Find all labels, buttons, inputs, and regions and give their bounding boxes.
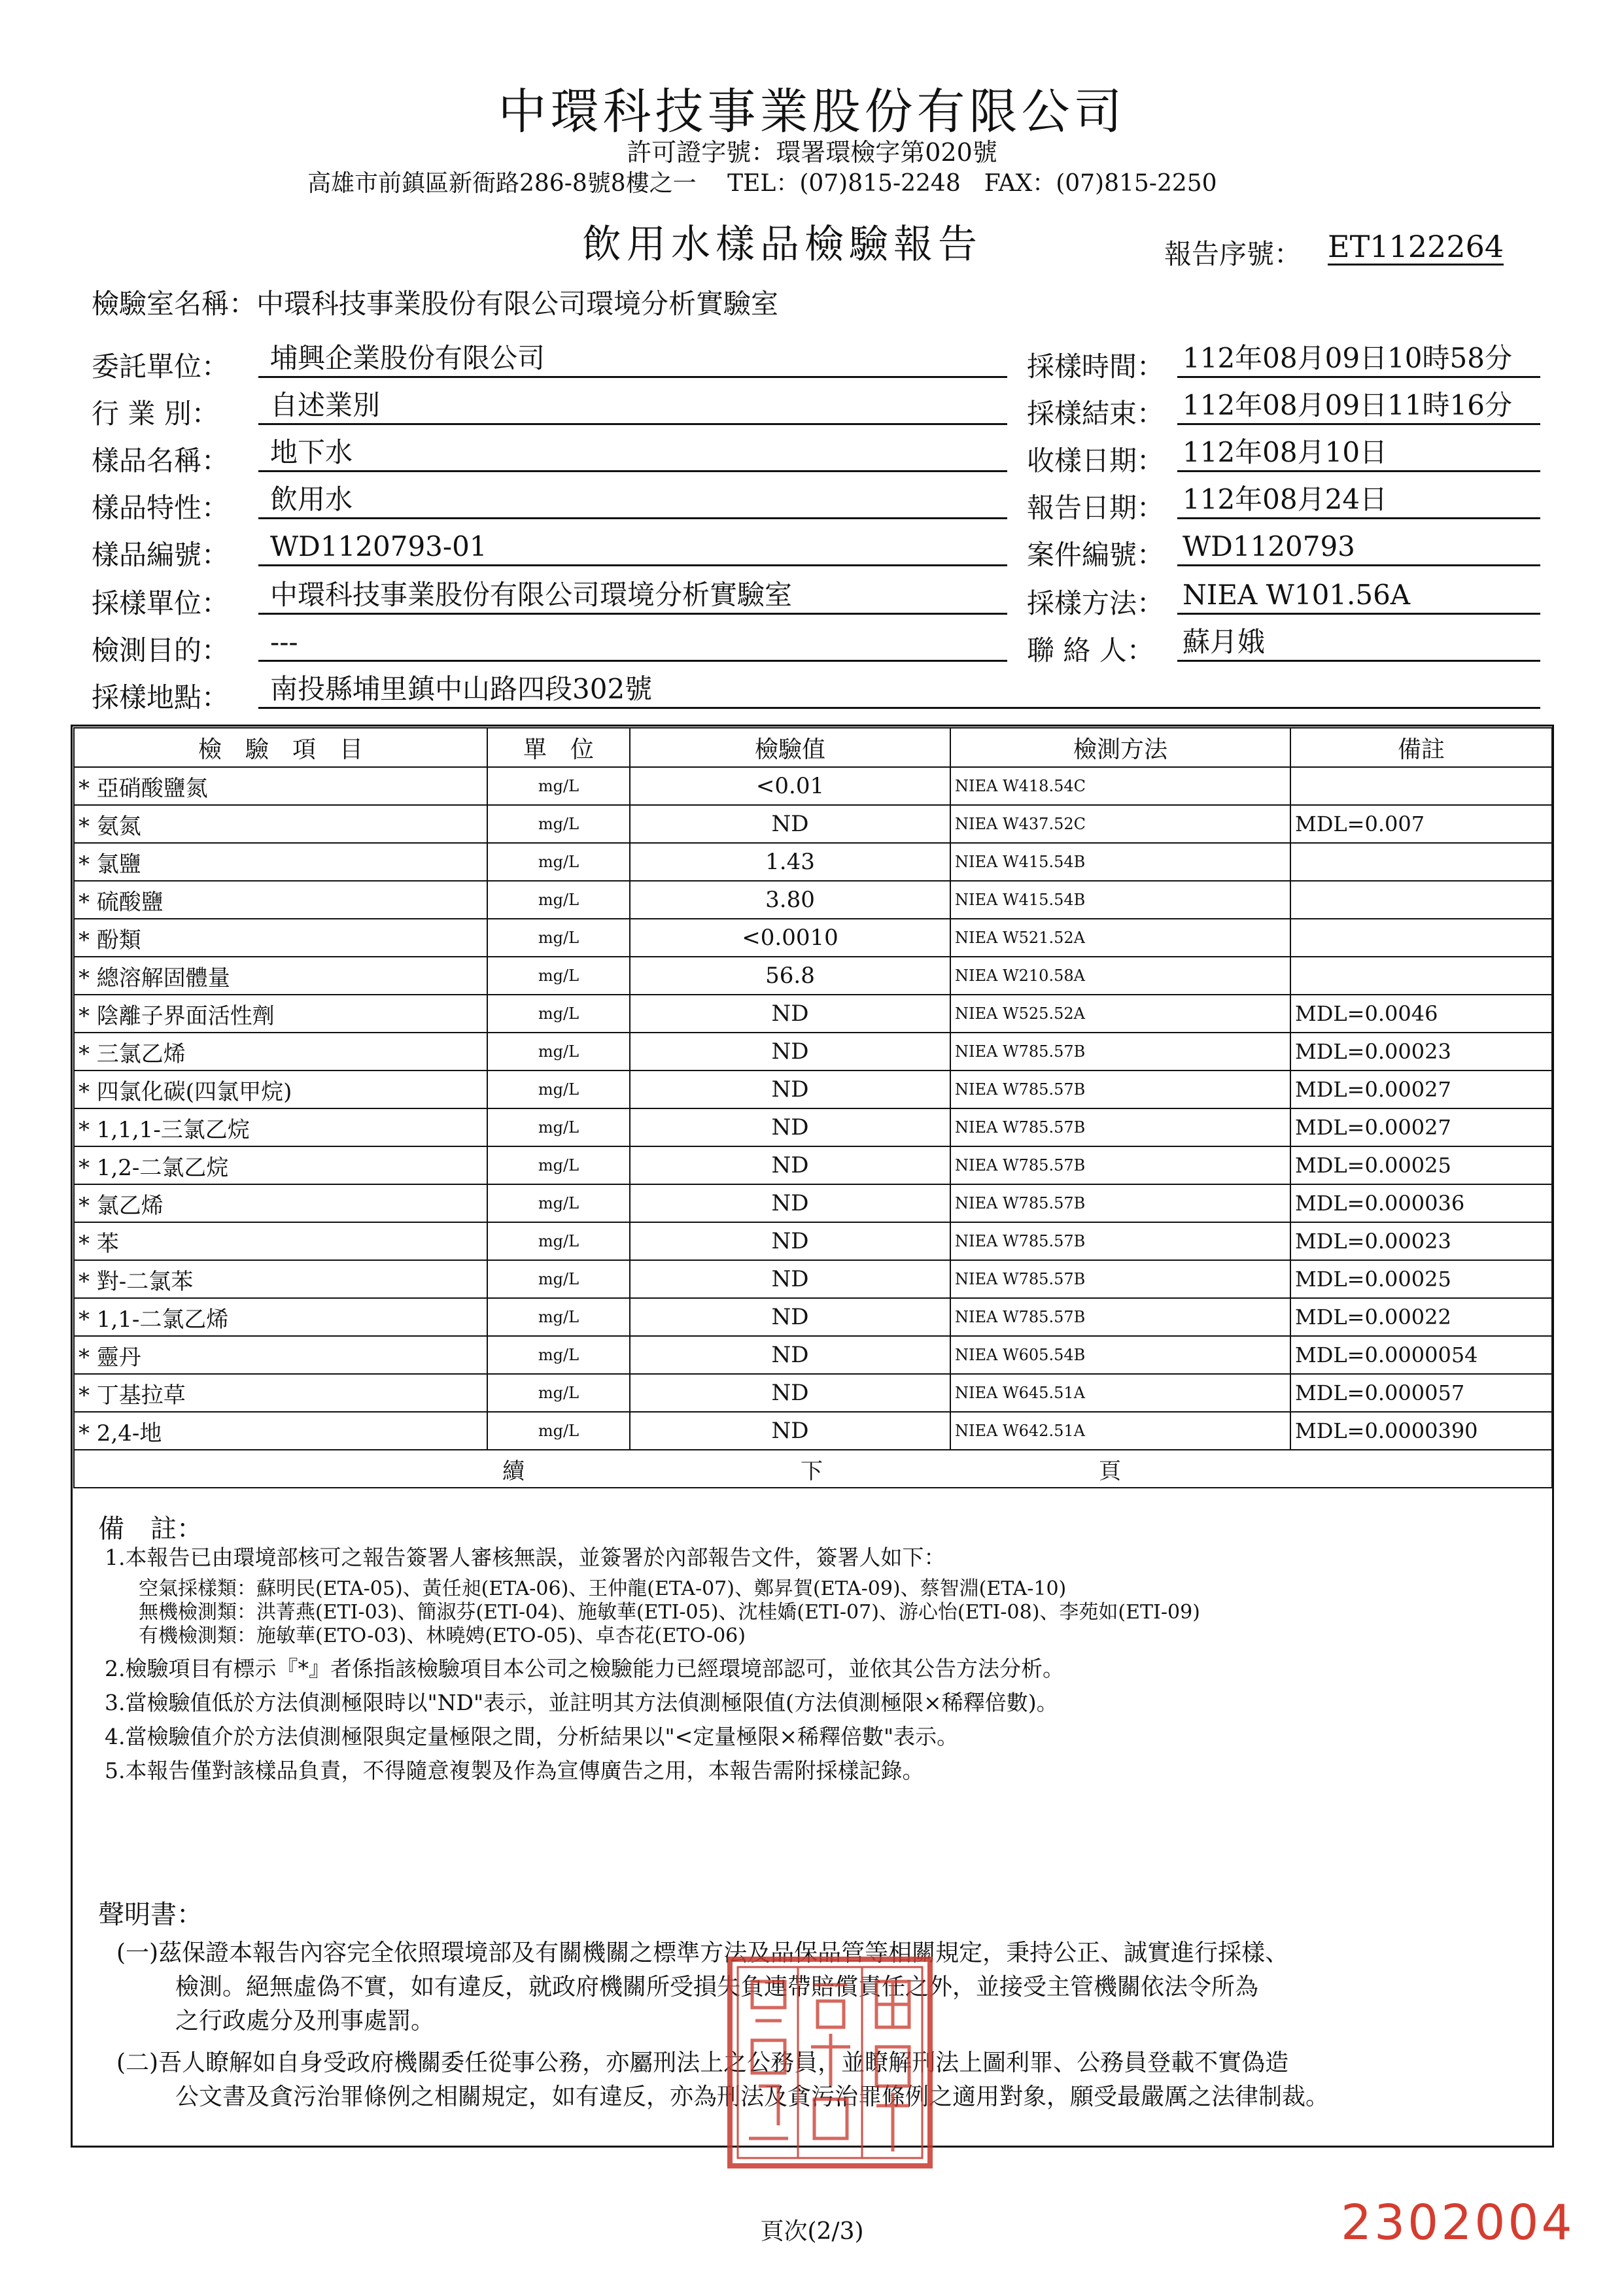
result-unit: mg/L [487, 767, 630, 805]
sampling-end-value: 112年08月09日11時16分 [1177, 388, 1540, 425]
result-note: MDL=0.000036 [1290, 1184, 1552, 1222]
lab-name: 檢驗室名稱：中環科技事業股份有限公司環境分析實驗室 [92, 288, 779, 320]
table-row [74, 1260, 1552, 1298]
result-method: NIEA W437.52C [950, 805, 1290, 843]
received-date-value: 112年08月10日 [1177, 436, 1540, 472]
table-row [74, 1071, 1552, 1108]
table-row [74, 1108, 1552, 1146]
result-value: 56.8 [630, 957, 950, 995]
result-unit: mg/L [487, 919, 630, 957]
result-item: * 氯乙烯 [74, 1184, 487, 1222]
result-method: NIEA W415.54B [950, 843, 1290, 881]
result-value: ND [630, 1108, 950, 1146]
purpose-value: --- [258, 625, 1007, 662]
report-date-value: 112年08月24日 [1177, 483, 1540, 519]
result-value: ND [630, 1033, 950, 1071]
result-note: MDL=0.00027 [1290, 1071, 1552, 1108]
result-value: ND [630, 1146, 950, 1184]
sampling-end-label: 採樣結束： [1027, 398, 1165, 430]
report-number: ET1122264 [1328, 229, 1504, 264]
case-id-label: 案件編號： [1027, 539, 1165, 571]
result-unit: mg/L [487, 1260, 630, 1298]
result-method: NIEA W418.54C [950, 767, 1290, 805]
result-note [1290, 881, 1552, 919]
result-item: * 苯 [74, 1222, 487, 1260]
result-unit: mg/L [487, 1071, 630, 1108]
received-date-label: 收樣日期： [1027, 445, 1165, 477]
table-row [74, 1033, 1552, 1071]
table-row [74, 919, 1552, 957]
result-method: NIEA W415.54B [950, 881, 1290, 919]
result-note: MDL=0.0000054 [1290, 1336, 1552, 1374]
table-row [74, 1146, 1552, 1184]
result-method: NIEA W525.52A [950, 995, 1290, 1033]
signer-organic: 有機檢測類：施敏華(ETO-03)、林曉娉(ETO-05)、卓杏花(ETO-06) [139, 1624, 746, 1647]
result-unit: mg/L [487, 995, 630, 1033]
result-value: ND [630, 1260, 950, 1298]
result-item: * 三氯乙烯 [74, 1033, 487, 1071]
result-note: MDL=0.0046 [1290, 995, 1552, 1033]
note-3: 3.當檢驗值低於方法偵測極限時以"ND"表示，並註明其方法偵測極限值(方法偵測極限×稀釋倍數)。 [105, 1690, 1058, 1715]
table-row [74, 1374, 1552, 1412]
result-value: ND [630, 1222, 950, 1260]
header-item: 檢 驗 項 目 [74, 728, 487, 767]
sampling-time-label: 採樣時間： [1027, 351, 1165, 383]
declaration-2-line-2: 公文書及貪污治罪條例之相關規定，如有違反，亦為刑法及貪污治罪條例之適用對象，願受最嚴厲之法律制裁。 [175, 2083, 1330, 2110]
result-value: ND [630, 1412, 950, 1450]
result-unit: mg/L [487, 805, 630, 843]
result-method: NIEA W521.52A [950, 919, 1290, 957]
company-address: 高雄市前鎮區新衙路286-8號8樓之一 TEL：(07)815-2248 FAX：(07)815-2250 [307, 170, 1217, 197]
serial-number: 2302004 [1341, 2195, 1575, 2251]
result-unit: mg/L [487, 1298, 630, 1336]
table-row [74, 1222, 1552, 1260]
location-value: 南投縣埔里鎮中山路四段302號 [258, 672, 1540, 709]
result-unit: mg/L [487, 1033, 630, 1071]
result-value: ND [630, 1071, 950, 1108]
result-item: * 總溶解固體量 [74, 957, 487, 995]
result-item: * 1,1-二氯乙烯 [74, 1298, 487, 1336]
table-row [74, 1336, 1552, 1374]
result-method: NIEA W642.51A [950, 1412, 1290, 1450]
report-date-label: 報告日期： [1027, 492, 1165, 524]
contact-value: 蘇月娥 [1177, 625, 1540, 662]
result-note [1290, 843, 1552, 881]
result-method: NIEA W785.57B [950, 1071, 1290, 1108]
result-value: <0.0010 [630, 919, 950, 957]
declaration-1-line-1: (一)茲保證本報告內容完全依照環境部及有關機關之標準方法及品保品管等相關規定，秉持公正、誠實進行採樣、 [116, 1940, 1289, 1966]
sampling-unit-label: 採樣單位： [92, 587, 230, 619]
table-row [74, 995, 1552, 1033]
result-value: 3.80 [630, 881, 950, 919]
result-item: * 亞硝酸鹽氮 [74, 767, 487, 805]
note-5: 5.本報告僅對該樣品負責，不得隨意複製及作為宣傳廣告之用，本報告需附採樣記錄。 [105, 1758, 924, 1783]
result-value: ND [630, 1184, 950, 1222]
company-seal-stamp [726, 1955, 934, 2170]
sampling-method-label: 採樣方法： [1027, 587, 1165, 619]
result-unit: mg/L [487, 1412, 630, 1450]
result-value: 1.43 [630, 843, 950, 881]
sampling-time-value: 112年08月09日10時58分 [1177, 341, 1540, 378]
table-row [74, 1184, 1552, 1222]
result-note [1290, 919, 1552, 957]
result-value: <0.01 [630, 767, 950, 805]
result-note: MDL=0.00022 [1290, 1298, 1552, 1336]
result-method: NIEA W785.57B [950, 1222, 1290, 1260]
result-method: NIEA W785.57B [950, 1184, 1290, 1222]
table-row [74, 881, 1552, 919]
signer-inorganic: 無機檢測類：洪菁燕(ETI-03)、簡淑芬(ETI-04)、施敏華(ETI-05)、沈桂嬌(ETI-07)、游心怡(ETI-08)、李苑如(ETI-09) [139, 1601, 1200, 1624]
result-unit: mg/L [487, 881, 630, 919]
result-note: MDL=0.00025 [1290, 1260, 1552, 1298]
result-item: * 酚類 [74, 919, 487, 957]
sample-type-label: 樣品特性： [92, 492, 230, 524]
table-row [74, 1298, 1552, 1336]
result-method: NIEA W785.57B [950, 1260, 1290, 1298]
result-item: * 靈丹 [74, 1336, 487, 1374]
result-unit: mg/L [487, 1108, 630, 1146]
result-item: * 四氯化碳(四氯甲烷) [74, 1071, 487, 1108]
result-method: NIEA W785.57B [950, 1108, 1290, 1146]
sample-name-value: 地下水 [258, 436, 1007, 472]
continued-text: 續 下 頁 [74, 1450, 1552, 1488]
client-label: 委託單位： [92, 351, 230, 383]
result-unit: mg/L [487, 1222, 630, 1260]
sample-name-label: 樣品名稱： [92, 445, 230, 477]
results-table [73, 727, 1553, 1488]
header-unit: 單 位 [487, 728, 630, 767]
result-item: * 對-二氯苯 [74, 1260, 487, 1298]
result-note: MDL=0.007 [1290, 805, 1552, 843]
note-4: 4.當檢驗值介於方法偵測極限與定量極限之間，分析結果以"<定量極限×稀釋倍數"表示。 [105, 1724, 959, 1749]
table-row [74, 805, 1552, 843]
purpose-label: 檢測目的： [92, 634, 230, 666]
result-unit: mg/L [487, 957, 630, 995]
page-number: 頁次(2/3) [760, 2218, 864, 2245]
result-method: NIEA W785.57B [950, 1146, 1290, 1184]
result-note: MDL=0.000057 [1290, 1374, 1552, 1412]
table-header-row [74, 728, 1552, 767]
result-item: * 1,2-二氯乙烷 [74, 1146, 487, 1184]
result-value: ND [630, 1336, 950, 1374]
permit-number: 許可證字號：環署環檢字第020號 [627, 138, 997, 167]
result-method: NIEA W210.58A [950, 957, 1290, 995]
industry-label: 行 業 別： [92, 398, 219, 430]
result-method: NIEA W785.57B [950, 1298, 1290, 1336]
header-note: 備註 [1290, 728, 1552, 767]
result-value: ND [630, 1374, 950, 1412]
result-item: * 硫酸鹽 [74, 881, 487, 919]
note-1: 1.本報告已由環境部核可之報告簽署人審核無誤，並簽署於內部報告文件，簽署人如下： [105, 1545, 946, 1570]
result-note: MDL=0.00027 [1290, 1108, 1552, 1146]
notes-heading: 備 註： [98, 1514, 203, 1544]
result-unit: mg/L [487, 1146, 630, 1184]
result-note: MDL=0.00025 [1290, 1146, 1552, 1184]
note-2: 2.檢驗項目有標示『*』者係指該檢驗項目本公司之檢驗能力已經環境部認可，並依其公告方法分析。 [105, 1656, 1064, 1681]
result-item: * 丁基拉草 [74, 1374, 487, 1412]
result-note: MDL=0.00023 [1290, 1222, 1552, 1260]
case-id-value: WD1120793 [1177, 530, 1540, 566]
contact-label: 聯 絡 人： [1027, 634, 1154, 666]
table-row [74, 843, 1552, 881]
industry-value: 自述業別 [258, 388, 1007, 425]
result-unit: mg/L [487, 1336, 630, 1374]
result-note [1290, 767, 1552, 805]
result-method: NIEA W785.57B [950, 1033, 1290, 1071]
result-value: ND [630, 995, 950, 1033]
result-unit: mg/L [487, 1184, 630, 1222]
declaration-heading: 聲明書： [98, 1900, 203, 1930]
table-row [74, 957, 1552, 995]
result-unit: mg/L [487, 843, 630, 881]
result-note: MDL=0.00023 [1290, 1033, 1552, 1071]
sample-id-label: 樣品編號： [92, 539, 230, 571]
result-note [1290, 957, 1552, 995]
result-item: * 陰離子界面活性劑 [74, 995, 487, 1033]
result-value: ND [630, 805, 950, 843]
report-number-label: 報告序號： [1164, 238, 1302, 270]
result-item: * 氯鹽 [74, 843, 487, 881]
result-method: NIEA W645.51A [950, 1374, 1290, 1412]
sample-id-value: WD1120793-01 [258, 530, 1007, 566]
declaration-1-line-2: 檢測。絕無虛偽不實，如有違反，就政府機關所受損失負連帶賠償責任之外，並接受主管機關依法令所為 [175, 1974, 1259, 2000]
table-row [74, 1412, 1552, 1450]
company-name: 中環科技事業股份有限公司 [498, 84, 1126, 140]
header-value: 檢驗值 [630, 728, 950, 767]
result-unit: mg/L [487, 1374, 630, 1412]
declaration-2-line-1: (二)吾人瞭解如自身受政府機關委任從事公務，亦屬刑法上之公務員，並瞭解刑法上圖利罪、公務員登載不實偽造 [116, 2049, 1289, 2076]
result-item: * 1,1,1-三氯乙烷 [74, 1108, 487, 1146]
continued-row [74, 1450, 1552, 1488]
signer-air: 空氣採樣類：蘇明民(ETA-05)、黃任昶(ETA-06)、王仲龍(ETA-07)、鄭昇賀(ETA-09)、蔡智淵(ETA-10) [139, 1577, 1067, 1600]
result-value: ND [630, 1298, 950, 1336]
sampling-unit-value: 中環科技事業股份有限公司環境分析實驗室 [258, 578, 1007, 615]
result-note: MDL=0.0000390 [1290, 1412, 1552, 1450]
result-item: * 2,4-地 [74, 1412, 487, 1450]
sample-type-value: 飲用水 [258, 483, 1007, 519]
result-item: * 氨氮 [74, 805, 487, 843]
sampling-method-value: NIEA W101.56A [1177, 578, 1540, 615]
table-row [74, 767, 1552, 805]
declaration-1-line-3: 之行政處分及刑事處罰。 [175, 2008, 435, 2034]
location-label: 採樣地點： [92, 681, 230, 713]
client-value: 埔興企業股份有限公司 [258, 341, 1007, 378]
header-method: 檢測方法 [950, 728, 1290, 767]
result-method: NIEA W605.54B [950, 1336, 1290, 1374]
report-title: 飲用水樣品檢驗報告 [582, 222, 982, 267]
